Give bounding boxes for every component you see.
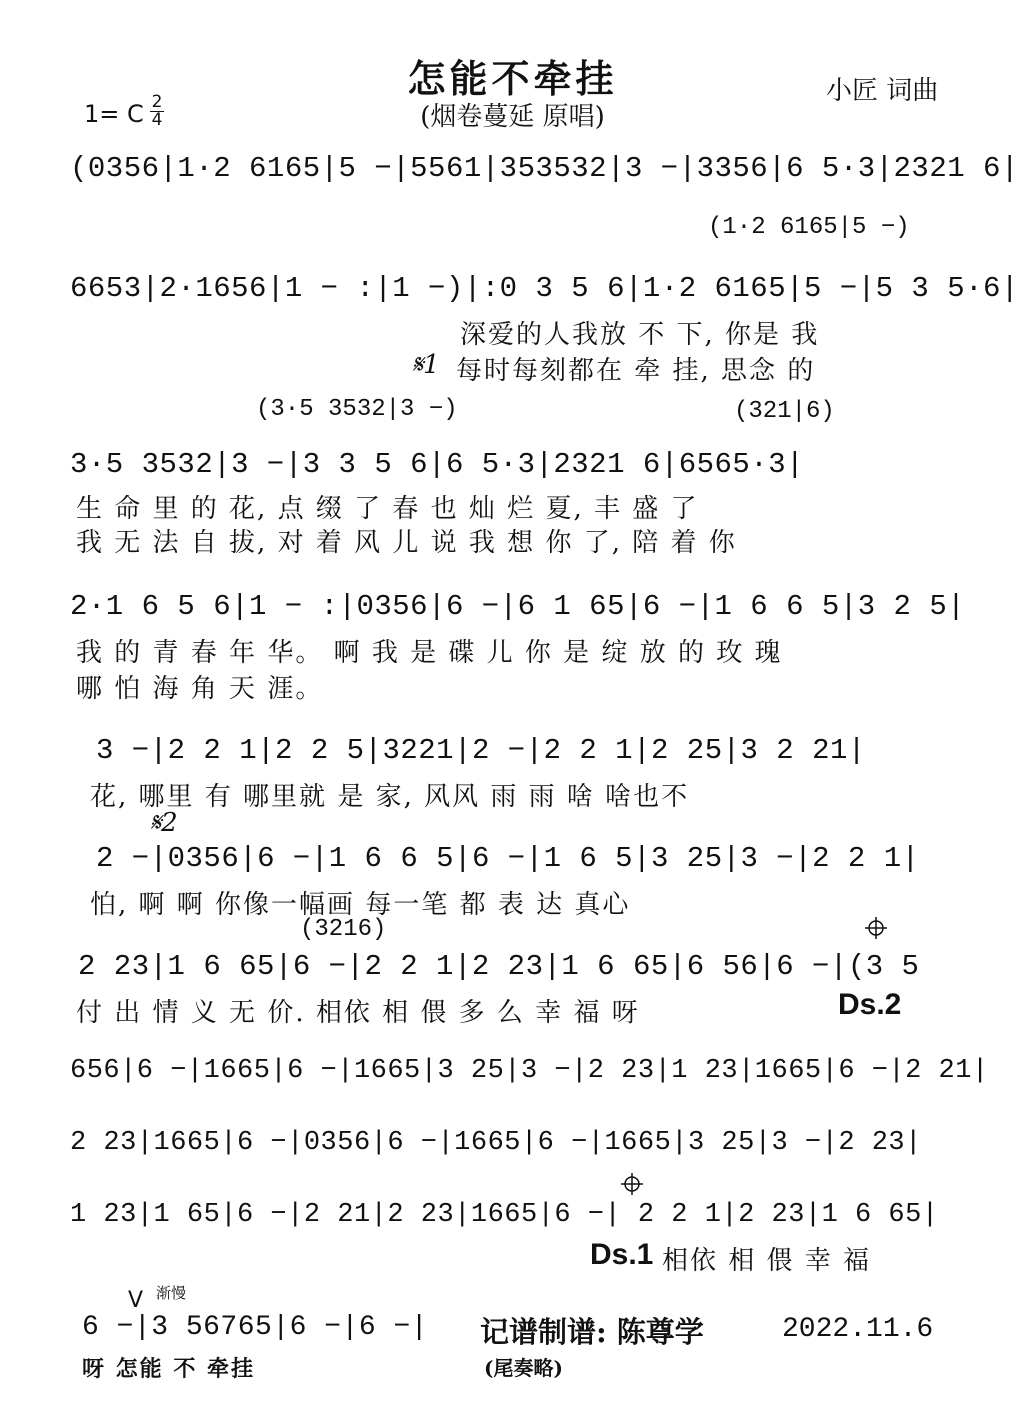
transcription-date: 2022.11.6 bbox=[782, 1314, 934, 1345]
score-line-4: 2·1 6 5 6|1 − :|0356|6 −|6 1 65|6 −|1 6 6 5|3 2 5| bbox=[70, 590, 966, 623]
transcriber-credit: 记谱制谱: 陈尊学 bbox=[480, 1315, 704, 1349]
dal-segno-2: Ds.2 bbox=[838, 988, 902, 1021]
score-line-10: 1 23|1 65|6 −|2 21|2 23|1665|6 −| 2 2 1|2 23|1 6 65| bbox=[70, 1200, 939, 1230]
line-5-lyric: 花, 哪里 有 哪里就 是 家, 风风 雨 雨 啥 啥也不 bbox=[90, 782, 690, 812]
score-line-8: 656|6 −|1665|6 −|1665|3 25|3 −|2 23|1 23|1665|6 −|2 21| bbox=[70, 1056, 989, 1086]
line-2-lyric-verse-1: 深爱的人我放 不 下, 你是 我 bbox=[460, 320, 820, 350]
tempo-marking: 渐慢 bbox=[156, 1284, 187, 1302]
score-line-6: 2 −|0356|6 −|1 6 6 5|6 −|1 6 5|3 25|3 −|2 2 1| bbox=[96, 842, 920, 875]
line-6-lyric: 怕, 啊 啊 你像一幅画 每一笔 都 表 达 真心 bbox=[90, 890, 631, 920]
score-line-9: 2 23|1665|6 −|0356|6 −|1665|6 −|1665|3 25|3 −|2 23| bbox=[70, 1128, 922, 1158]
time-signature-bottom: 4 bbox=[151, 110, 163, 130]
line-2-alternate: (1·2 6165|5 −) bbox=[708, 214, 910, 241]
line-3-lyric-verse-1: 生 命 里 的 花, 点 缀 了 春 也 灿 烂 夏, 丰 盛 了 bbox=[76, 494, 699, 524]
score-line-5: 3 −|2 2 1|2 2 5|3221|2 −|2 2 1|2 25|3 2 21| bbox=[96, 734, 866, 767]
line-10-lyric: 相依 相 偎 幸 福 bbox=[662, 1246, 872, 1276]
footer-note: (尾奏略) bbox=[484, 1356, 563, 1380]
breath-mark: V bbox=[128, 1288, 144, 1313]
line-4-lyric-verse-1: 我 的 青 春 年 华。 啊 我 是 碟 儿 你 是 绽 放 的 玫 瑰 bbox=[76, 638, 783, 668]
segno-1-mark: 𝄋1 bbox=[412, 350, 440, 380]
key-signature: 1= C bbox=[84, 100, 144, 128]
coda-icon bbox=[864, 916, 888, 940]
composer-credit: 小匠 词曲 bbox=[826, 76, 939, 106]
line-3-alternate-2: (321|6) bbox=[734, 398, 835, 425]
score-line-7: 2 23|1 6 65|6 −|2 2 1|2 23|1 6 65|6 56|6 −|(3 5 bbox=[78, 950, 920, 983]
dal-segno-1: Ds.1 bbox=[590, 1238, 654, 1271]
line-11-lyric: 呀 怎能 不 牵挂 bbox=[82, 1356, 255, 1382]
coda-icon-2 bbox=[620, 1172, 644, 1196]
time-signature bbox=[150, 94, 164, 129]
time-signature-top: 2 bbox=[151, 92, 163, 112]
line-3-lyric-verse-2: 我 无 法 自 拔, 对 着 风 儿 说 我 想 你 了, 陪 着 你 bbox=[76, 528, 737, 558]
score-line-11: 6 −|3 56765|6 −|6 −| bbox=[82, 1312, 429, 1343]
line-4-lyric-verse-2: 哪 怕 海 角 天 涯。 bbox=[76, 674, 324, 704]
line-7-lyric: 付 出 情 义 无 价. 相依 相 偎 多 么 幸 福 呀 bbox=[76, 998, 640, 1028]
score-line-1: (0356|1·2 6165|5 −|5561|353532|3 −|3356|6 5·3|2321 6| bbox=[70, 152, 1019, 185]
line-2-lyric-verse-2: 每时每刻都在 牵 挂, 思念 的 bbox=[456, 356, 816, 386]
segno-2-mark: 𝄋2 bbox=[150, 808, 178, 838]
line-3-alternate-1: (3·5 3532|3 −) bbox=[256, 396, 458, 423]
score-line-2: 6653|2·1656|1 − :|1 −)|:0 3 5 6|1·2 6165|5 −|5 3 5·6| bbox=[70, 272, 1019, 305]
page-subtitle: (烟卷蔓延 原唱) bbox=[420, 102, 605, 132]
score-line-3: 3·5 3532|3 −|3 3 5 6|6 5·3|2321 6|6565·3| bbox=[70, 448, 805, 481]
line-7-alternate: (3216) bbox=[300, 916, 387, 943]
page-title: 怎能不牵挂 bbox=[407, 56, 618, 101]
